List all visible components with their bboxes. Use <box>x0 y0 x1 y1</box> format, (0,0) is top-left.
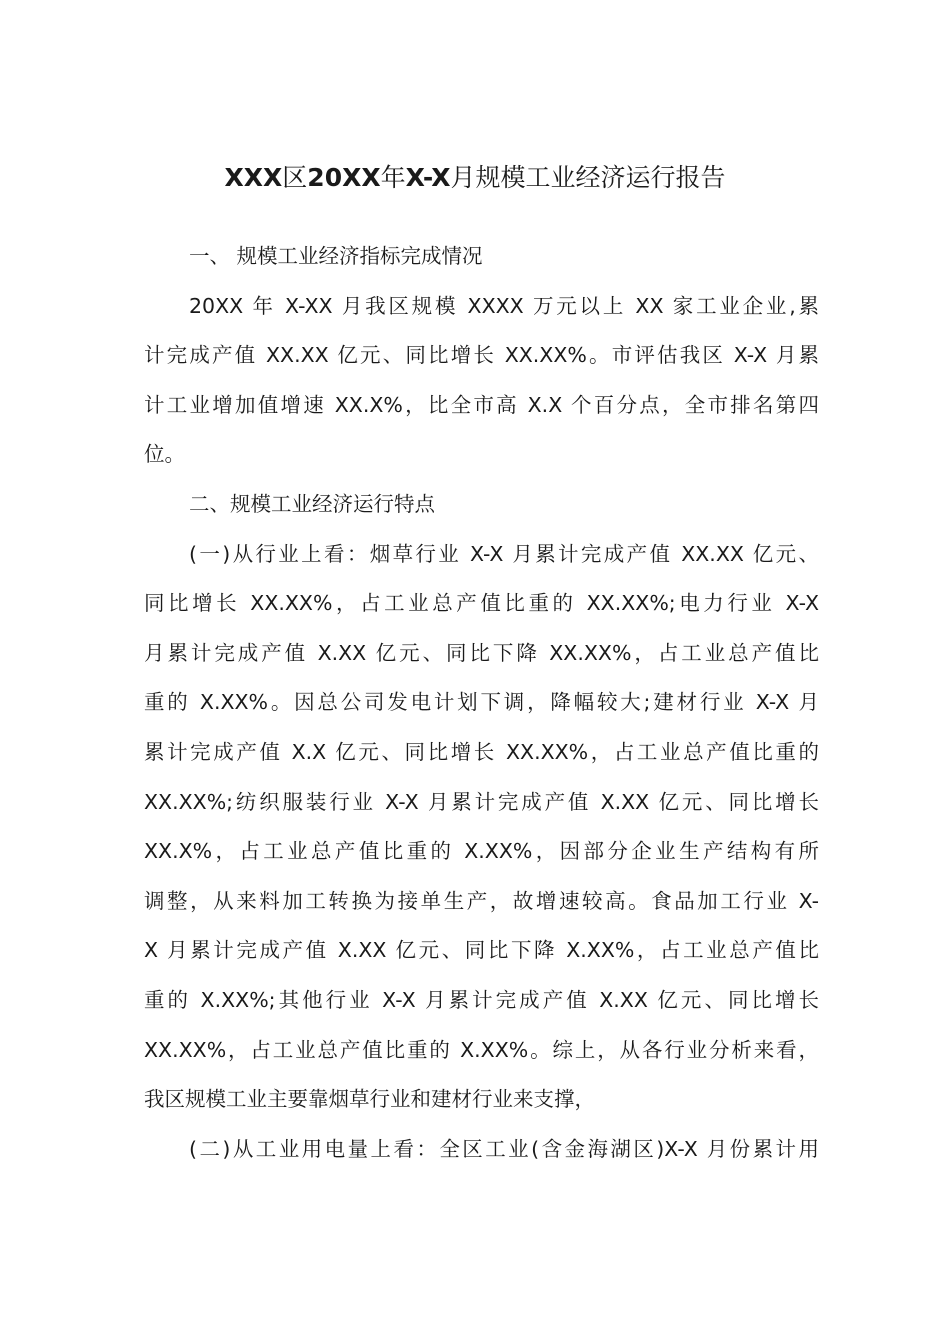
section-heading-1: 一、 规模工业经济指标完成情况 <box>189 244 483 268</box>
paragraph-line: 月累计完成产值 X.XX 亿元、同比下降 XX.XX%，占工业总产值比 <box>144 640 819 665</box>
paragraph-line: (二)从工业用电量上看：全区工业(含金海湖区)X-X 月份累计用 <box>189 1136 819 1161</box>
document-body <box>144 232 819 1174</box>
paragraph-line: 累计完成产值 X.X 亿元、同比增长 XX.XX%，占工业总产值比重的 <box>144 739 819 764</box>
title-part-6: 月规模工业经济运行报告 <box>450 163 726 192</box>
section-heading-2: 二、规模工业经济运行特点 <box>189 491 435 516</box>
title-part-2: 区 <box>282 163 308 192</box>
paragraph-line: 调整，从来料加工转换为接单生产，故增速较高。食品加工行业 X- <box>144 888 819 913</box>
paragraph-line: 计完成产值 XX.XX 亿元、同比增长 XX.XX%。市评估我区 X-X 月累 <box>144 343 819 368</box>
paragraph-line: 位。 <box>144 442 185 467</box>
title-part-3: 20XX <box>307 163 381 192</box>
title-part-4: 年 <box>380 163 406 192</box>
paragraph-line: XX.XX%，占工业总产值比重的 X.XX%。综上，从各行业分析来看， <box>144 1037 819 1062</box>
title-part-5: X-X <box>405 163 451 192</box>
paragraph-line: 我区规模工业主要靠烟草行业和建材行业来支撑， <box>144 1087 595 1112</box>
paragraph-line: XX.X%，占工业总产值比重的 X.XX%，因部分企业生产结构有所 <box>144 839 819 864</box>
paragraph-line: (一)从行业上看：烟草行业 X-X 月累计完成产值 XX.XX 亿元、 <box>189 541 819 566</box>
paragraph-line: 重的 X.XX%;其他行业 X-X 月累计完成产值 X.XX 亿元、同比增长 <box>144 987 819 1012</box>
paragraph-line: XX.XX%;纺织服装行业 X-X 月累计完成产值 X.XX 亿元、同比增长 <box>144 789 819 814</box>
document-title <box>0 158 950 198</box>
paragraph-line: 重的 X.XX%。因总公司发电计划下调，降幅较大;建材行业 X-X 月 <box>144 690 819 715</box>
paragraph-line: 计工业增加值增速 XX.X%，比全市高 X.X 个百分点，全市排名第四 <box>144 392 819 417</box>
paragraph-line: 20XX 年 X-XX 月我区规模 XXXX 万元以上 XX 家工业企业,累 <box>189 293 819 318</box>
title-part-1: XXX <box>224 163 283 192</box>
paragraph-line: X 月累计完成产值 X.XX 亿元、同比下降 X.XX%，占工业总产值比 <box>144 938 819 963</box>
paragraph-line: 同比增长 XX.XX%，占工业总产值比重的 XX.XX%;电力行业 X-X <box>144 591 819 616</box>
